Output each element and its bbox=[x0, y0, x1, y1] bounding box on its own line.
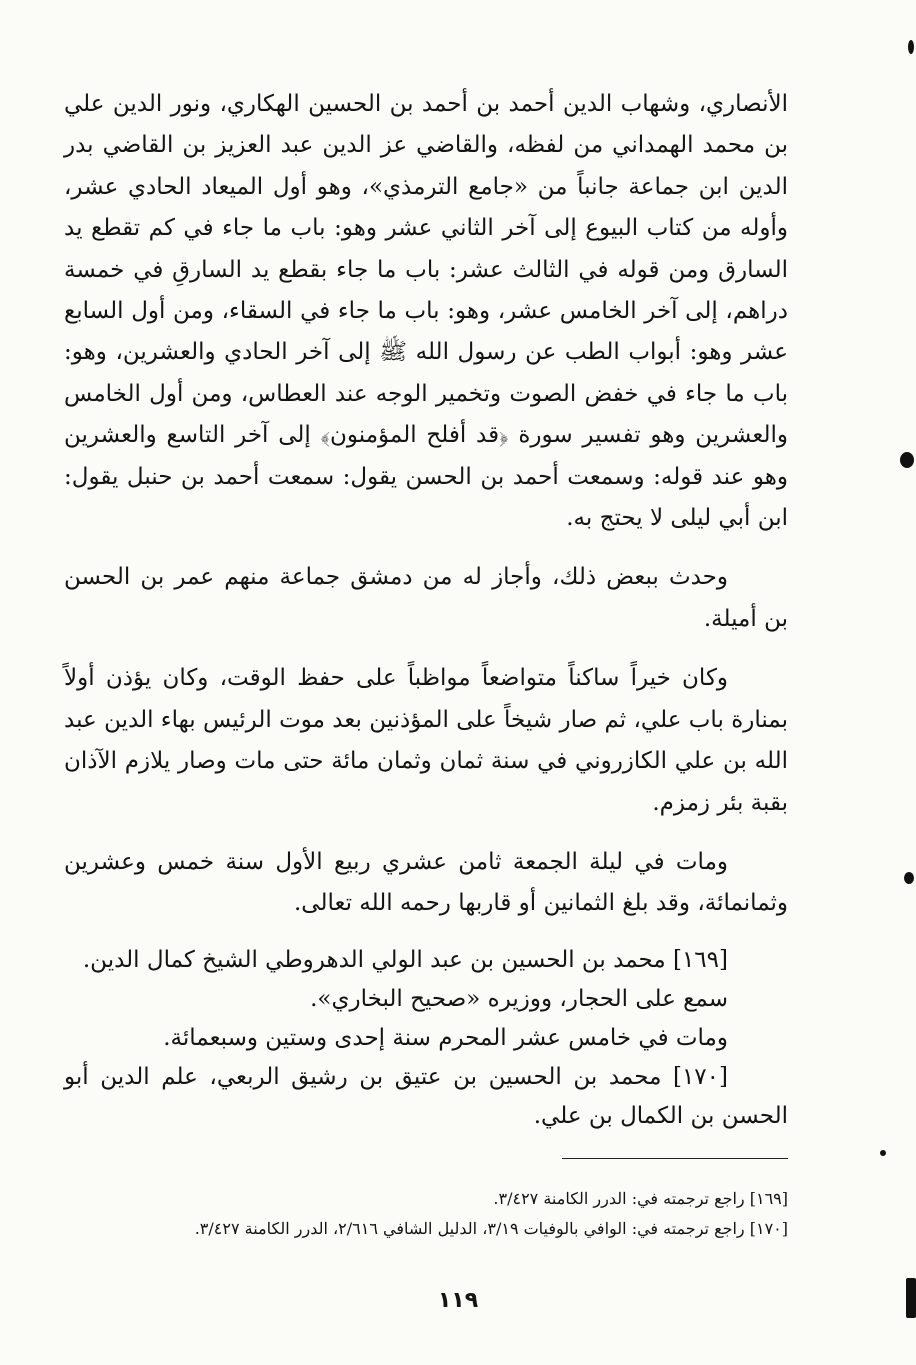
page-number: ١١٩ bbox=[437, 1288, 479, 1313]
paragraph-1: الأنصاري، وشهاب الدين أحمد بن أحمد بن الحسين الهكاري، ونور الدين علي بن محمد الهمداني من لفظه، والقاضي عز الدين عبد العزيز بن القاضي بدر الدين ابن جماعة جانباً من «جامع الترمذي»، وهو أول الميعاد الحادي عشر، وأوله من كتاب البيوع إلى آخر الثاني عشر وهو: باب ما جاء في كم تقطع يد السارق ومن قوله في الثالث عشر: باب ما جاء بقطع يد السارقِ في خمسة دراهم، إلى آخر الخامس عشر، وهو: باب ما جاء في السقاء، ومن أول السابع عشر وهو: أبواب الطب عن رسول الله ﷺ إلى آخر الحادي والعشرين، وهو: باب ما جاء في خفض الصوت وتخمير الوجه عند العطاس، ومن أول الخامس والعشرين وهو تفسير سورة ﴿قد أفلح المؤمنون﴾ إلى آخر التاسع والعشرين وهو عند قوله: وسمعت أحمد بن الحسن يقول: سمعت أحمد بن حنبل يقول: ابن أبي ليلى لا يحتج به. bbox=[64, 91, 788, 532]
main-text bbox=[64, 84, 788, 1136]
footnote-170: [١٧٠] راجع ترجمته في: الوافي بالوفيات ٣/١٩، الدليل الشافي ٢/٦١٦، الدرر الكامنة ٣/٤٢٧. bbox=[194, 1219, 788, 1238]
scan-edge-mark bbox=[906, 1278, 916, 1318]
entry-169-line-2: سمع على الحجار، ووزيره «صحيح البخاري». bbox=[310, 985, 728, 1012]
scan-edge-mark bbox=[880, 1150, 886, 1156]
scan-edge-mark bbox=[908, 40, 914, 54]
footnote-divider bbox=[562, 1158, 788, 1159]
footnote-169: [١٦٩] راجع ترجمته في: الدرر الكامنة ٣/٤٢٧. bbox=[493, 1189, 788, 1208]
scan-edge-mark bbox=[904, 872, 914, 884]
entry-170-heading: [١٧٠] محمد بن الحسين بن عتيق بن رشيق الربعي، علم الدين أبو الحسن بن الكمال بن علي. bbox=[64, 1063, 788, 1129]
footnotes bbox=[64, 1184, 788, 1244]
paragraph-2: وحدث ببعض ذلك، وأجاز له من دمشق جماعة منهم عمر بن الحسن بن أميلة. bbox=[64, 564, 788, 632]
paragraph-3: وكان خيراً ساكناً متواضعاً مواظباً على حفظ الوقت، وكان يؤذن أولاً بمنارة باب علي، ثم صار شيخاً على المؤذنين بعد موت الرئيس بهاء الدين عبد الله بن علي الكازروني في سنة ثمان وثمان مائة حتى مات وصار يلازم الآذان بقبة بئر زمزم. bbox=[64, 665, 788, 816]
entry-169-heading: [١٦٩] محمد بن الحسين بن عبد الولي الدهروطي الشيخ كمال الدين. bbox=[82, 946, 728, 973]
entry-169-line-3: ومات في خامس عشر المحرم سنة إحدى وستين وسبعمائة. bbox=[163, 1024, 728, 1051]
paragraph-4: ومات في ليلة الجمعة ثامن عشري ربيع الأول سنة خمس وعشرين وثمانمائة، وقد بلغ الثمانين أو قاربها رحمه الله تعالى. bbox=[64, 848, 788, 917]
scan-edge-mark bbox=[900, 452, 914, 468]
